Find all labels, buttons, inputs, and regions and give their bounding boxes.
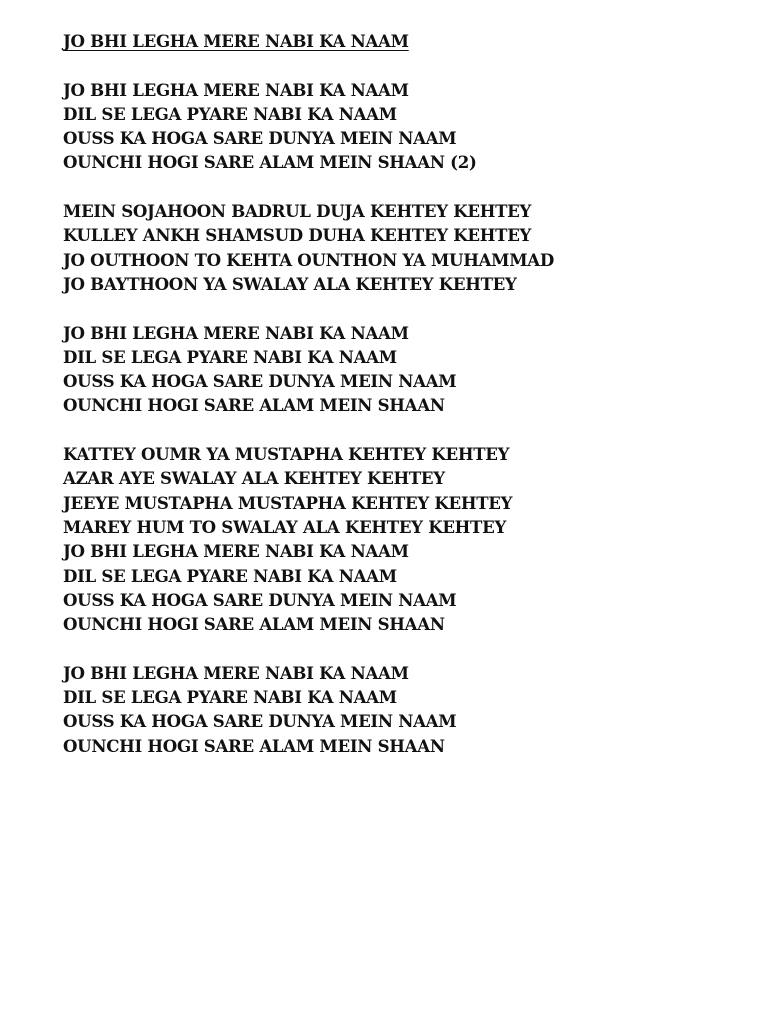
lyric-line: AZAR AYE SWALAY ALA KEHTEY KEHTEY xyxy=(63,468,445,489)
lyric-line: JO BHI LEGHA MERE NABI KA NAAM xyxy=(63,662,409,683)
lyric-line: KATTEY OUMR YA MUSTAPHA KEHTEY KEHTEY xyxy=(63,444,510,465)
lyric-line: JO BHI LEGHA MERE NABI KA NAAM xyxy=(63,322,409,343)
stanza-3 xyxy=(63,321,743,418)
lyric-line: DIL SE LEGA PYARE NABI KA NAAM xyxy=(63,103,397,124)
lyric-line: DIL SE LEGA PYARE NABI KA NAAM xyxy=(63,565,397,586)
lyric-line: OUSS KA HOGA SARE DUNYA MEIN NAAM xyxy=(63,371,457,392)
lyrics-body xyxy=(63,29,743,782)
stanza-4 xyxy=(63,442,743,636)
lyric-line: JEEYE MUSTAPHA MUSTAPHA KEHTEY KEHTEY xyxy=(63,492,513,513)
stanza-5 xyxy=(63,661,743,758)
lyric-line: JO BHI LEGHA MERE NABI KA NAAM xyxy=(63,79,409,100)
lyric-line: DIL SE LEGA PYARE NABI KA NAAM xyxy=(63,346,397,367)
lyric-line: KULLEY ANKH SHAMSUD DUHA KEHTEY KEHTEY xyxy=(63,225,532,246)
lyric-line: OUNCHI HOGI SARE ALAM MEIN SHAAN xyxy=(63,395,445,416)
lyric-line: MEIN SOJAHOON BADRUL DUJA KEHTEY KEHTEY xyxy=(63,201,532,222)
lyric-line: OUNCHI HOGI SARE ALAM MEIN SHAAN (2) xyxy=(63,152,477,173)
lyric-line: JO BHI LEGHA MERE NABI KA NAAM xyxy=(63,541,409,562)
lyric-line: JO BAYTHOON YA SWALAY ALA KEHTEY KEHTEY xyxy=(63,273,517,294)
stanza-1 xyxy=(63,78,743,175)
lyric-line: JO OUTHOON TO KEHTA OUNTHON YA MUHAMMAD xyxy=(63,249,554,270)
stanza-2 xyxy=(63,199,743,296)
lyric-line: OUNCHI HOGI SARE ALAM MEIN SHAAN xyxy=(63,735,445,756)
document-title: JO BHI LEGHA MERE NABI KA NAAM xyxy=(63,31,409,51)
lyric-line: MAREY HUM TO SWALAY ALA KEHTEY KEHTEY xyxy=(63,516,506,537)
lyric-line: OUSS KA HOGA SARE DUNYA MEIN NAAM xyxy=(63,128,457,149)
lyric-line: DIL SE LEGA PYARE NABI KA NAAM xyxy=(63,687,397,708)
lyric-line: OUNCHI HOGI SARE ALAM MEIN SHAAN xyxy=(63,614,445,635)
lyric-line: OUSS KA HOGA SARE DUNYA MEIN NAAM xyxy=(63,711,457,732)
lyric-line: OUSS KA HOGA SARE DUNYA MEIN NAAM xyxy=(63,589,457,610)
